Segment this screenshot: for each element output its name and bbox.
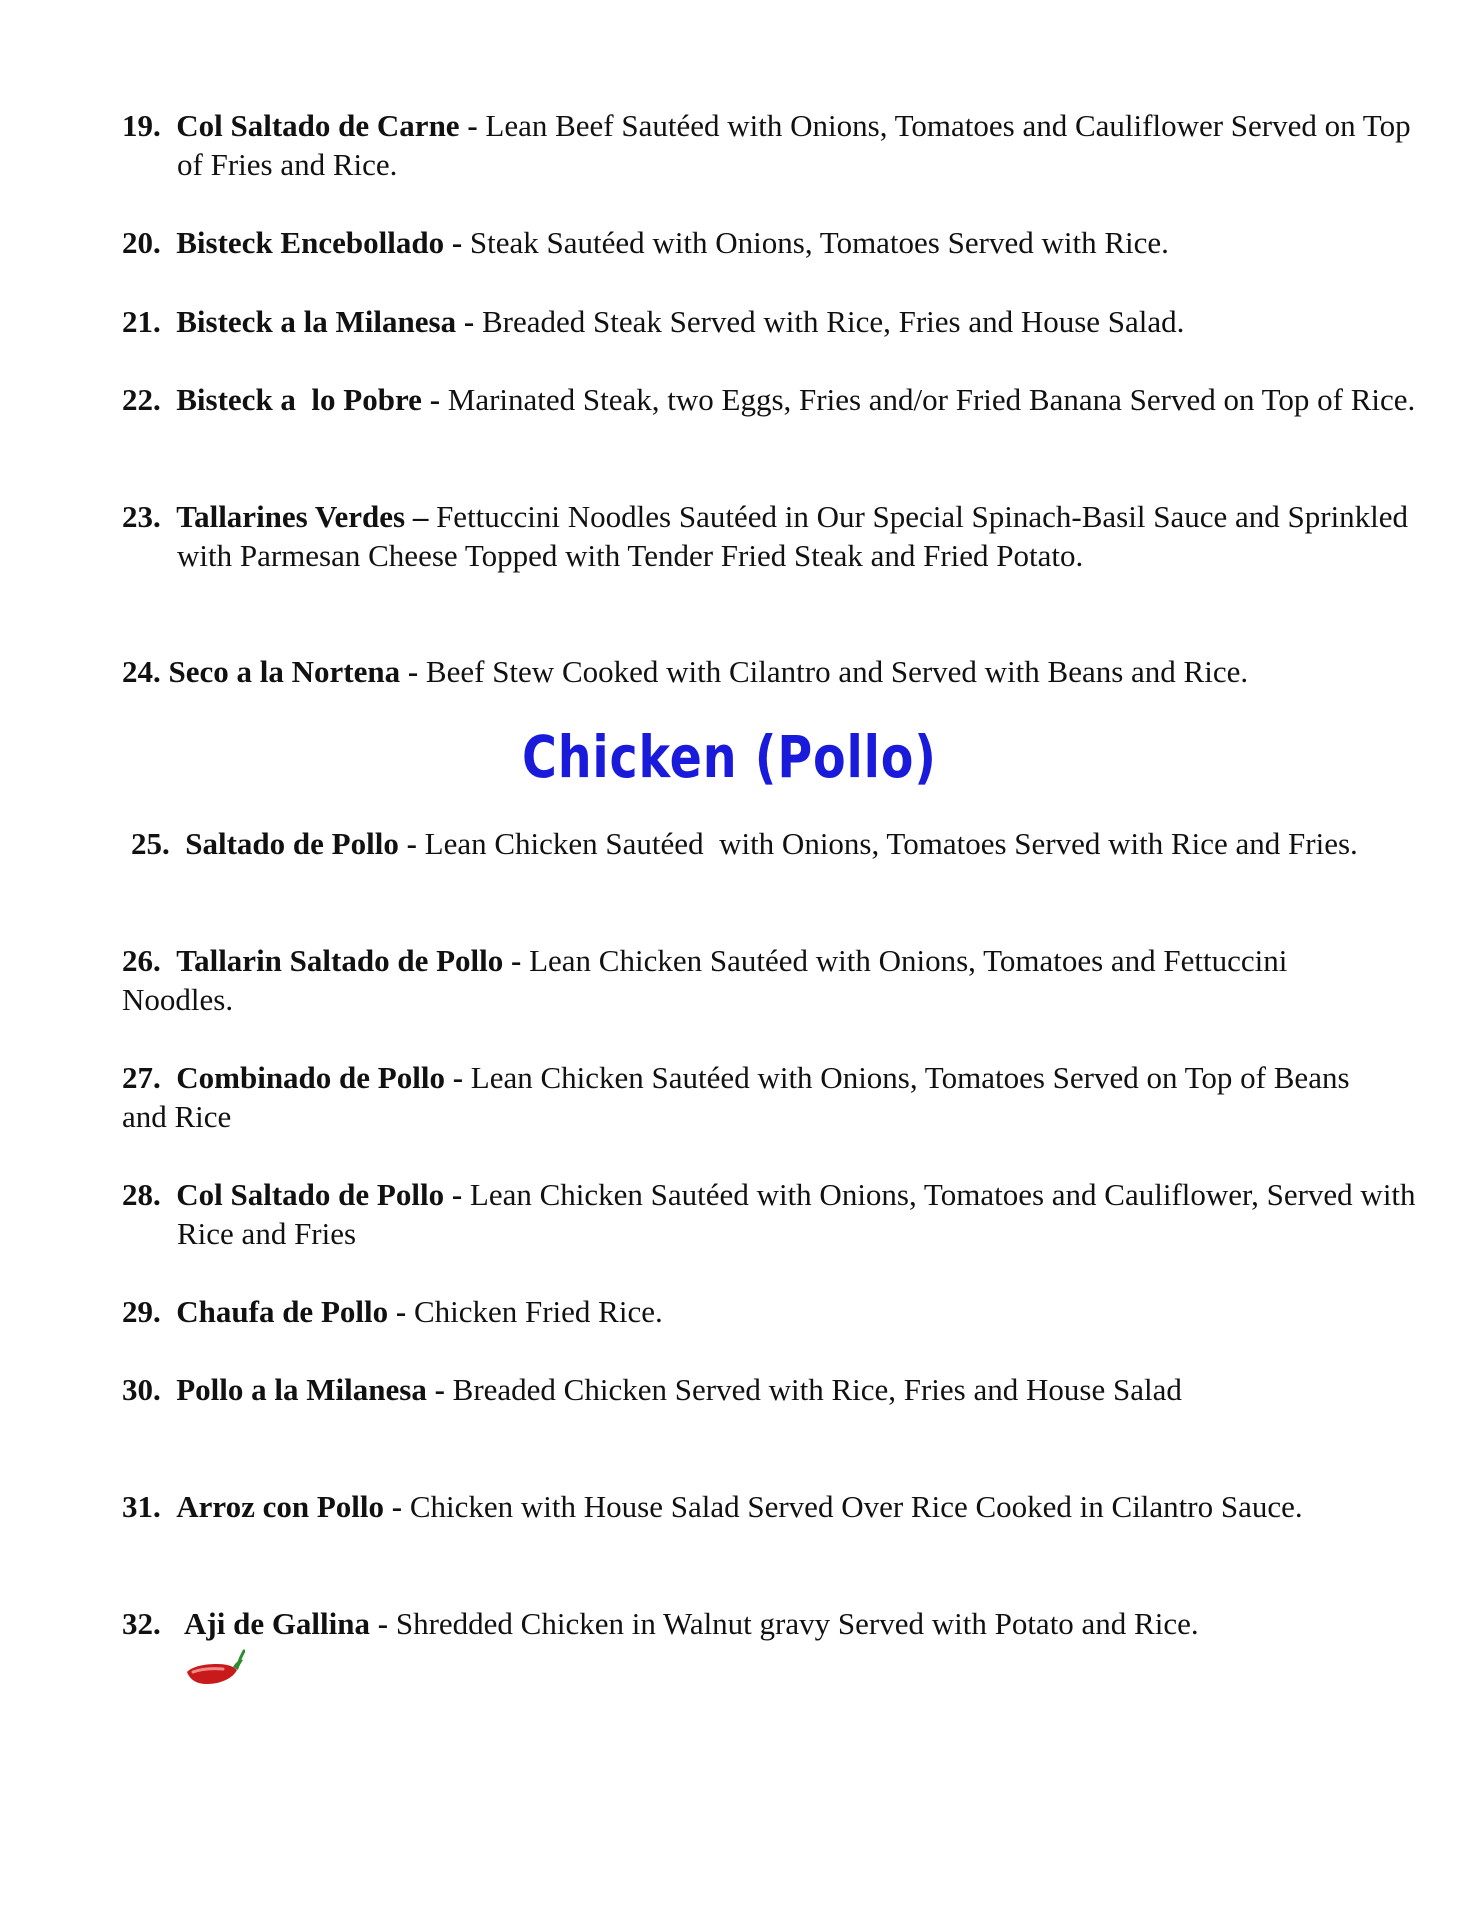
menu-item-23: 23. Tallarines Verdes – Fettuccini Noodles Sautéed in Our Special Spinach-Basil Sauce and Sprinkled with Parmesan Cheese Topped with Tender Fried Steak and Fried Potato. bbox=[122, 499, 1416, 573]
item-number: 32. bbox=[122, 1606, 161, 1641]
item-description: Fettuccini Noodles Sautéed in Our Special Spinach-Basil Sauce and Sprinkled with Parmesan Cheese Topped with Tender Fried Steak and Fried Potato. bbox=[177, 499, 1416, 573]
menu-item-29: 29. Chaufa de Pollo - Chicken Fried Rice. bbox=[122, 1294, 663, 1329]
item-number: 26. bbox=[122, 943, 161, 978]
item-number: 30. bbox=[122, 1372, 161, 1407]
item-description: Shredded Chicken in Walnut gravy Served with Potato and Rice. bbox=[395, 1606, 1199, 1641]
item-name: Combinado de Pollo bbox=[176, 1060, 445, 1095]
item-description: Lean Chicken Sautéed with Onions, Tomatoes Served with Rice and Fries. bbox=[424, 826, 1358, 861]
item-name: Bisteck a lo Pobre bbox=[176, 382, 422, 417]
item-name: Bisteck Encebollado bbox=[176, 225, 445, 260]
item-number: 23. bbox=[122, 499, 161, 534]
item-name: Aji de Gallina bbox=[184, 1606, 371, 1641]
item-name: Tallarin Saltado de Pollo bbox=[176, 943, 504, 978]
item-description: Breaded Chicken Served with Rice, Fries and House Salad bbox=[452, 1372, 1182, 1407]
item-name: Arroz con Pollo bbox=[176, 1489, 385, 1524]
item-number: 25. bbox=[131, 826, 170, 861]
menu-item-27: 27. Combinado de Pollo - Lean Chicken Sautéed with Onions, Tomatoes Served on Top of Beans and Rice bbox=[122, 1060, 1358, 1134]
menu-item-28: 28. Col Saltado de Pollo - Lean Chicken Sautéed with Onions, Tomatoes and Cauliflower, Served with Rice and Fries bbox=[122, 1177, 1424, 1251]
menu-item-30: 30. Pollo a la Milanesa - Breaded Chicken Served with Rice, Fries and House Salad bbox=[122, 1372, 1182, 1407]
item-name: Pollo a la Milanesa bbox=[176, 1372, 427, 1407]
item-number: 31. bbox=[122, 1489, 161, 1524]
item-number: 22. bbox=[122, 382, 161, 417]
menu-item-20: 20. Bisteck Encebollado - Steak Sautéed with Onions, Tomatoes Served with Rice. bbox=[122, 225, 1169, 260]
item-description: Marinated Steak, two Eggs, Fries and/or Fried Banana Served on Top of Rice. bbox=[447, 382, 1416, 417]
menu-item-21: 21. Bisteck a la Milanesa - Breaded Steak Served with Rice, Fries and House Salad. bbox=[122, 304, 1185, 339]
item-number: 28. bbox=[122, 1177, 161, 1212]
item-name: Col Saltado de Carne bbox=[176, 108, 460, 143]
item-number: 21. bbox=[122, 304, 161, 339]
menu-item-32: 32. Aji de Gallina - Shredded Chicken in Walnut gravy Served with Potato and Rice. bbox=[122, 1606, 1199, 1641]
item-number: 29. bbox=[122, 1294, 161, 1329]
menu-item-26: 26. Tallarin Saltado de Pollo - Lean Chicken Sautéed with Onions, Tomatoes and Fettuccini Noodles. bbox=[122, 943, 1296, 1017]
item-name: Bisteck a la Milanesa bbox=[176, 304, 457, 339]
chili-pepper-icon bbox=[183, 1648, 245, 1688]
item-number: 27. bbox=[122, 1060, 161, 1095]
item-description: Steak Sautéed with Onions, Tomatoes Served with Rice. bbox=[469, 225, 1169, 260]
item-name: Col Saltado de Pollo bbox=[176, 1177, 445, 1212]
section-title: Chicken (Pollo) bbox=[521, 723, 937, 791]
item-number: 19. bbox=[122, 108, 161, 143]
menu-item-22: 22. Bisteck a lo Pobre - Marinated Steak, two Eggs, Fries and/or Fried Banana Served on Top of Rice. bbox=[122, 382, 1416, 417]
item-description: Chicken Fried Rice. bbox=[413, 1294, 663, 1329]
item-description: Beef Stew Cooked with Cilantro and Served with Beans and Rice. bbox=[425, 654, 1249, 689]
item-name: Saltado de Pollo bbox=[185, 826, 399, 861]
item-description: Breaded Steak Served with Rice, Fries and House Salad. bbox=[481, 304, 1185, 339]
item-description: Lean Chicken Sautéed with Onions, Tomatoes Served on Top of Beans and Rice bbox=[122, 1060, 1358, 1134]
item-name: Chaufa de Pollo bbox=[176, 1294, 389, 1329]
menu-item-19: 19. Col Saltado de Carne - Lean Beef Sautéed with Onions, Tomatoes and Cauliflower Served on Top of Fries and Rice. bbox=[122, 108, 1419, 182]
item-number: 20. bbox=[122, 225, 161, 260]
item-name: Tallarines Verdes bbox=[176, 499, 406, 534]
menu-item-24: 24. Seco a la Nortena - Beef Stew Cooked with Cilantro and Served with Beans and Rice. bbox=[122, 654, 1249, 689]
menu-item-25: 25. Saltado de Pollo - Lean Chicken Sautéed with Onions, Tomatoes Served with Rice and Fries. bbox=[122, 824, 1372, 863]
item-description: Lean Chicken Sautéed with Onions, Tomatoes and Cauliflower, Served with Rice and Fries bbox=[177, 1177, 1424, 1251]
menu-item-31: 31. Arroz con Pollo - Chicken with House Salad Served Over Rice Cooked in Cilantro Sauce. bbox=[122, 1489, 1303, 1524]
item-name: Seco a la Nortena bbox=[168, 654, 401, 689]
item-number: 24. bbox=[122, 654, 161, 689]
item-description: Lean Beef Sautéed with Onions, Tomatoes and Cauliflower Served on Top of Fries and Rice. bbox=[177, 108, 1419, 182]
item-description: Lean Chicken Sautéed with Onions, Tomatoes and Fettuccini Noodles. bbox=[122, 943, 1296, 1017]
item-description: Chicken with House Salad Served Over Rice Cooked in Cilantro Sauce. bbox=[409, 1489, 1303, 1524]
